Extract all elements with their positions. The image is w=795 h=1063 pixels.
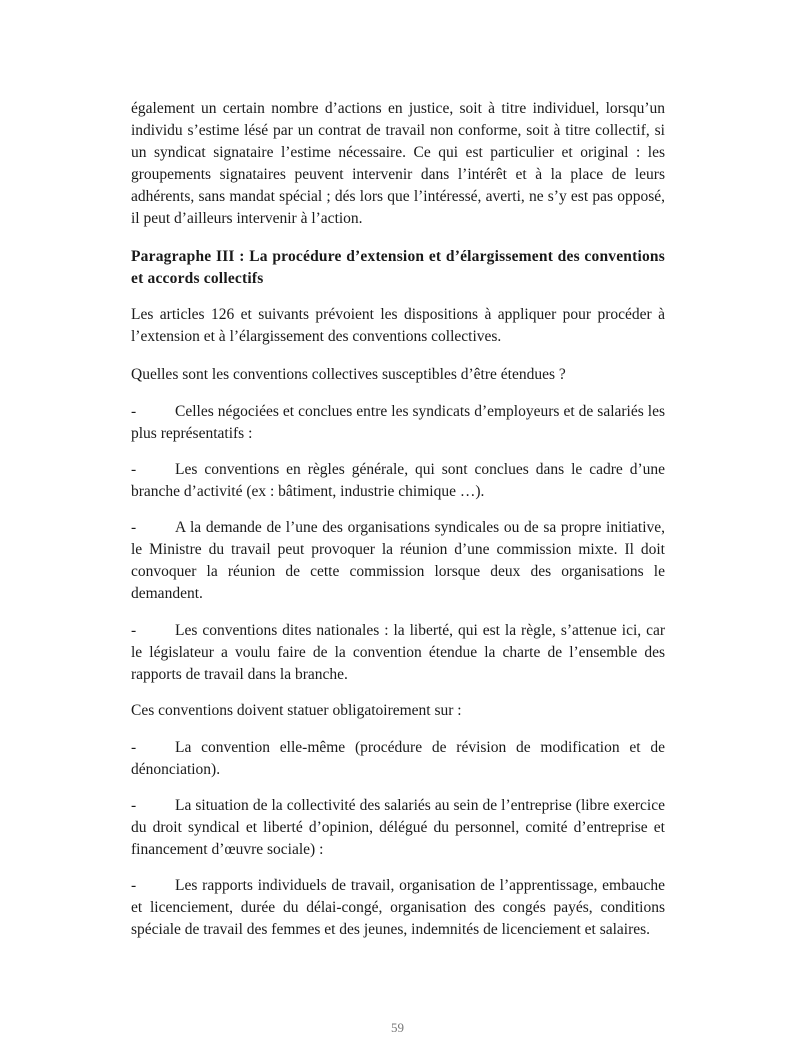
list-dash: - [131,797,137,814]
list-item [131,737,665,781]
list-dash: - [131,622,137,639]
list-dash: - [131,403,137,420]
list-item [131,401,665,445]
list-item-text: La convention elle-même (procédure de révision de modification et de dénonciation). [131,739,665,778]
list-dash: - [131,519,137,536]
list-item [131,795,665,861]
paragraph-justice-actions: également un certain nombre d’actions en justice, soit à titre individuel, lorsqu’un individu s’estime lésé par un contrat de travail non conforme, soit à titre collectif, si un syndicat signataire l’estime nécessaire. Ce qui est particulier et original : les groupements signataires peuvent intervenir dans l’intérêt et à la place de leurs adhérents, sans mandat spécial ; dés lors que l’intéressé, averti, ne s’y est pas opposé, il peut d’ailleurs intervenir à l’action. [131,100,665,227]
list-item-text: Les conventions dites nationales : la liberté, qui est la règle, s’attenue ici, car le législateur a voulu faire de la convention étendue la charte de l’ensemble des rapports de travail dans la branche. [131,622,665,683]
list-item-text: Celles négociées et conclues entre les syndicats d’employeurs et de salariés les plus représentatifs : [131,403,665,442]
list-item-text: Les rapports individuels de travail, organisation de l’apprentissage, embauche et licenciement, durée du délai-congé, organisation des congés payés, conditions spéciale de travail des femmes et des jeunes, indemnités de licenciement et salaires. [131,877,665,938]
list-item-text: La situation de la collectivité des salariés au sein de l’entreprise (libre exercice du droit syndical et liberté d’opinion, délégué du personnel, comité d’entreprise et financement d’œuvre sociale) : [131,797,665,858]
paragraph-articles: Les articles 126 et suivants prévoient les dispositions à appliquer pour procéder à l’extension et à l’élargissement des conventions collectives. [131,306,665,345]
paragraph-question: Quelles sont les conventions collectives susceptibles d’être étendues ? [131,366,566,383]
list-dash: - [131,461,137,478]
list-item-text: A la demande de l’une des organisations syndicales ou de sa propre initiative, le Ministre du travail peut provoquer la réunion d’une commission mixte. Il doit convoquer la réunion de cette commission lorsque deux des organisations le demandent. [131,519,665,602]
paragraph-obligations: Ces conventions doivent statuer obligatoirement sur : [131,702,462,719]
list-item [131,875,665,941]
page-number: 59 [391,1020,404,1035]
list-dash: - [131,877,137,894]
list-dash: - [131,739,137,756]
list-item [131,459,665,503]
list-item [131,620,665,686]
list-item [131,517,665,605]
list-item-text: Les conventions en règles générale, qui sont conclues dans le cadre d’une branche d’activité (ex : bâtiment, industrie chimique …). [131,461,665,500]
section-heading: Paragraphe III : La procédure d’extension et d’élargissement des conventions et accords collectifs [131,248,665,287]
